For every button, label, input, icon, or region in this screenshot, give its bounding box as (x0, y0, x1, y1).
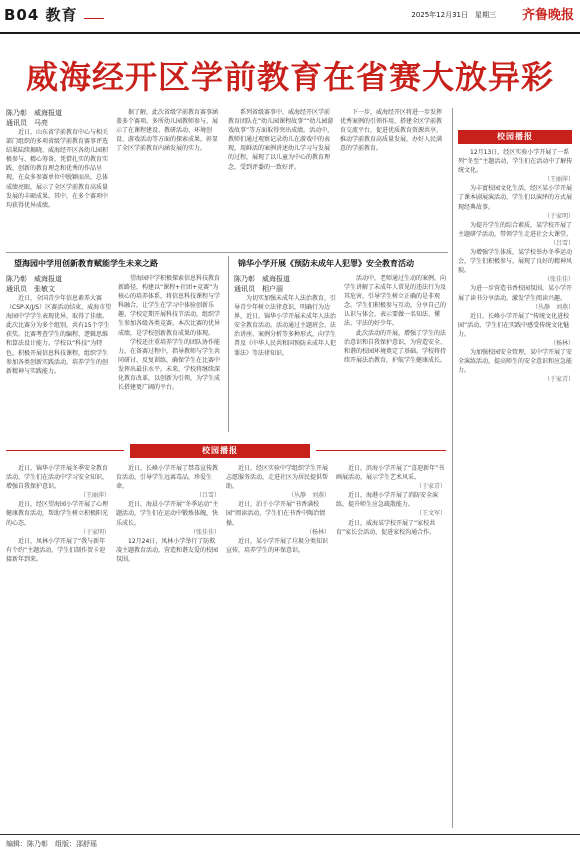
left-story-byline: 陈乃彰 威海报道 (6, 275, 62, 283)
mid-story-title: 锦华小学开展《预防未成年人犯罪》安全教育活动 (238, 259, 414, 268)
bottom-column-2 (116, 464, 220, 830)
right-column (458, 148, 574, 688)
bottom-column-3 (226, 464, 330, 830)
bottom-item-12: 近日，威海某学校开展了“家校共育”家长会活动，促进家校沟通合作。 (336, 519, 436, 536)
mid-story-column-1 (234, 274, 338, 432)
mid-story-text-1: 为切实加强未成年人法治教育，引导青少年树立法律意识，明确行为边界，近日，锦华小学开展未成年人法治安全教育活动。活动通过主题班会、法治讲座、案例分析等多种形式，向学生普及《中华人民共和国预防未成年人犯罪法》等法律知识。 (234, 295, 337, 357)
bottom-sig-2: （于家明） (79, 528, 110, 536)
bottom-item-4: 近日，长峰小学开展了禁毒宣传教育活动，引导学生远离毒品，珍爱生命。 (116, 465, 219, 491)
lead-byline-2: 通讯员 马亮 (6, 119, 48, 127)
lead-text-1: 近日，山东省学前教育中心与相关部门组织的多项省级学前教育赛事评选结果陆续揭晓，威海经开区各幼儿园积极参与、精心筹备，凭借扎实的教育实践、创新的教育理念和优秀的作品呈现，在众多参赛单位中脱颖而出，总体成绩亮眼，展示了全区学前教育高质量发展的丰硕成果。其中，在多个赛项中均获得优异成绩。 (6, 129, 109, 209)
right-sig-1: （王丽萍） (543, 176, 574, 184)
lead-column-4 (340, 108, 446, 248)
bottom-banner-rule-right (316, 450, 446, 451)
left-story-title: 望海园中学用创新教育赋能学生未来之路 (14, 259, 158, 268)
bottom-item-2: 近日，经区望海园小学开展了心理健康教育活动，帮助学生树立积极阳光的心态。 (6, 501, 109, 527)
bottom-item-9: 近日，某小学开展了垃圾分类知识宣传，培养学生的环保意识。 (226, 537, 329, 554)
left-story-column-1 (6, 274, 112, 432)
bottom-sig-8: （王文军） (415, 510, 446, 518)
right-divider (452, 108, 453, 828)
right-item-4: 为增强学生体质，某学校举办冬季运动会，学生们积极参与，展现了良好的精神风貌。 (458, 249, 573, 275)
right-sig-6: （杨林） (549, 339, 574, 347)
bottom-banner-rule-left (6, 450, 124, 451)
page-header (0, 0, 580, 34)
mid-story-byline-2: 通讯员 相户丽 (234, 285, 283, 293)
right-sig-2: （于家明） (543, 212, 574, 220)
bottom-item-8: 近日，泊于小学开展“书香满校园”阅读活动，学生们在书香中陶冶情操。 (226, 501, 326, 527)
right-sig-5: （丛静 刘燕） (531, 303, 574, 311)
bottom-item-3: 近日，凤林小学开展了“我与新年有个约”主题活动，学生们制作贺卡迎接新年到来。 (6, 537, 106, 563)
right-sig-3: （吕雪） (549, 239, 574, 247)
lead-column-3 (228, 108, 334, 248)
right-sig-7: （于家青） (543, 376, 574, 384)
right-item-5: 为进一步营造书香校园氛围，某小学开展了读书分享活动，激发学生阅读兴趣。 (458, 285, 573, 302)
bottom-item-7: 近日，经区实验中学组织学生开展志愿服务活动，走进社区为居民提供帮助。 (226, 465, 329, 491)
bottom-item-11: 近日，海港小学开展了消防安全演练，提升师生应急疏散能力。 (336, 492, 439, 509)
right-banner: 校园播报 (458, 130, 572, 144)
bottom-sig-3: （吕雪） (195, 492, 220, 500)
section-label: B04 教育 (4, 6, 78, 24)
mid-story-text-3: 此次活动的开展，增强了学生的法治意识和自我保护意识，为营造安全、和谐的校园环境奠定了基础。学校将持续开展法治教育，护航学生健康成长。 (344, 329, 447, 364)
left-story-column-2 (118, 274, 224, 432)
bottom-item-5: 近日，海晨小学开展“冬季运动”主题活动，学生们在运动中锻炼体魄，快乐成长。 (116, 501, 219, 527)
mid-story-column-2 (344, 274, 448, 432)
left-story-text-3: 学校还注重培养学生的团队协作能力，在备赛过程中，指导教师与学生共同研讨、反复训练，确保学生在比赛中发挥出最佳水平。未来，学校将继续深化教育改革，以创新为引领，为学生成长搭建更广阔的平台。 (118, 338, 221, 392)
right-item-3: 为提升学生的综合素质，某学校开展了主题研学活动，带领学生走进社会大课堂。 (458, 221, 573, 238)
bottom-item-6: 12月24日，凤林小学举行了防欺凌主题教育活动，营造和谐友爱的校园氛围。 (116, 537, 219, 563)
left-story-text-1: 近日，全国青少年信息素养大赛（CSP-X/J/S）区赛活动结束，威海市望海园中学学生表现优异，取得了佳绩。此次比赛分为多个组别，共有15个学生获奖。比赛考查学生的编程、逻辑思维和算法设计能力。学校以“科技”为特色，积极开展信息科技课程，组织学生参加各类创新实践活动，培养学生的创新精神与实践能力。 (6, 295, 112, 375)
lead-text-3: 系列省级赛事中，威海经开区学前教育团队在“幼儿园课程故事”“幼儿园游戏故事”等方面取得突出成绩。活动中，教师们通过观察记录幼儿在游戏中的表现，用鲜活的案例讲述幼儿学习与发展的过程，展现了以儿童为中心的教育理念，受到评委的一致好评。 (228, 109, 334, 171)
lead-column-2 (116, 108, 222, 248)
bottom-item-10: 近日，滨海小学开展了“喜迎新年”书画展活动，展示学生艺术风采。 (336, 465, 445, 482)
header-divider (84, 18, 104, 19)
paper-logo: 齐鲁晚报 (521, 8, 574, 23)
lead-rule (6, 252, 448, 253)
right-sig-4: （张佳佳） (543, 276, 574, 284)
bottom-sig-1: （王丽萍） (79, 492, 110, 500)
bottom-sig-6: （杨林） (305, 528, 330, 536)
issue-date: 2025年12月31日 星期三 (411, 11, 496, 19)
mid-story-byline: 陈乃彰 威海报道 (234, 275, 290, 283)
bottom-item-1: 近日，锦华小学开展冬季安全教育活动，学生们在活动中学习安全知识，增强自我保护意识。 (6, 465, 109, 491)
left-story-text-2: 望海园中学积极探索信息科技教育新路径，构建以“课程+社团+竞赛”为核心的培养体系，将信息科技课程与学科融合，让学生在学习中体验创新乐趣。学校定期开展科技节活动，组织学生参加各级各类竞赛。本次比赛的优异成绩，是学校创新教育成果的体现。 (118, 275, 221, 337)
lead-column-1 (6, 108, 110, 248)
left-story-byline-2: 通讯员 张敏文 (6, 285, 55, 293)
bottom-column-4 (336, 464, 446, 830)
mid-story-text-2: 活动中，老师通过生动的案例，向学生讲解了未成年人常见的违法行为及其危害，引导学生树立正确的是非观念。学生们积极参与互动，分享自己的认识与体会，表示要做一名知法、懂法、守法的好少年。 (344, 275, 447, 328)
lead-text-4: 下一步，威海经开区将进一步发挥优秀案例的引领作用，搭建全区学前教育交流平台，促进优质教育资源共享，推动学前教育高质量发展，办好人民满意的学前教育。 (340, 109, 443, 153)
right-item-2: 为丰富校园文化生活，经区某小学开展了课本剧展演活动，学生们以演绎的方式展现经典故事。 (458, 185, 573, 211)
right-item-1: 12月13日，经区实验小学开展了一系列“冬至”主题活动，学生们在活动中了解传统文化。 (458, 149, 573, 175)
lead-text-2: 据了解，此次省级学前教育赛事涵盖多个赛项。多所幼儿园教师参与，展示了在课程建设、教研活动、环境创设、游戏活动等方面的探索成果，彰显了全区学前教育内涵发展的实力。 (116, 109, 219, 153)
bottom-banner: 校园播报 (130, 444, 310, 458)
bottom-sig-7: （于家青） (415, 483, 446, 491)
right-item-7: 为加强校园安全管理，某中学开展了安全演练活动，提高师生的安全意识和应急能力。 (458, 349, 573, 375)
lead-byline: 陈乃彰 威海报道 (6, 109, 62, 117)
bottom-sig-5: （丛静 刘燕） (287, 492, 330, 500)
right-item-6: 近日，长峰小学开展了“传统文化进校园”活动，学生们在实践中感受传统文化魅力。 (458, 312, 570, 338)
page-footer: 编辑：陈乃彰 组版：邵舒瑶 (0, 834, 580, 852)
main-headline: 威海经开区学前教育在省赛大放异彩 (25, 58, 554, 96)
bottom-column-1 (6, 464, 110, 830)
bottom-sig-4: （张佳佳） (189, 528, 220, 536)
story-divider (228, 256, 229, 432)
